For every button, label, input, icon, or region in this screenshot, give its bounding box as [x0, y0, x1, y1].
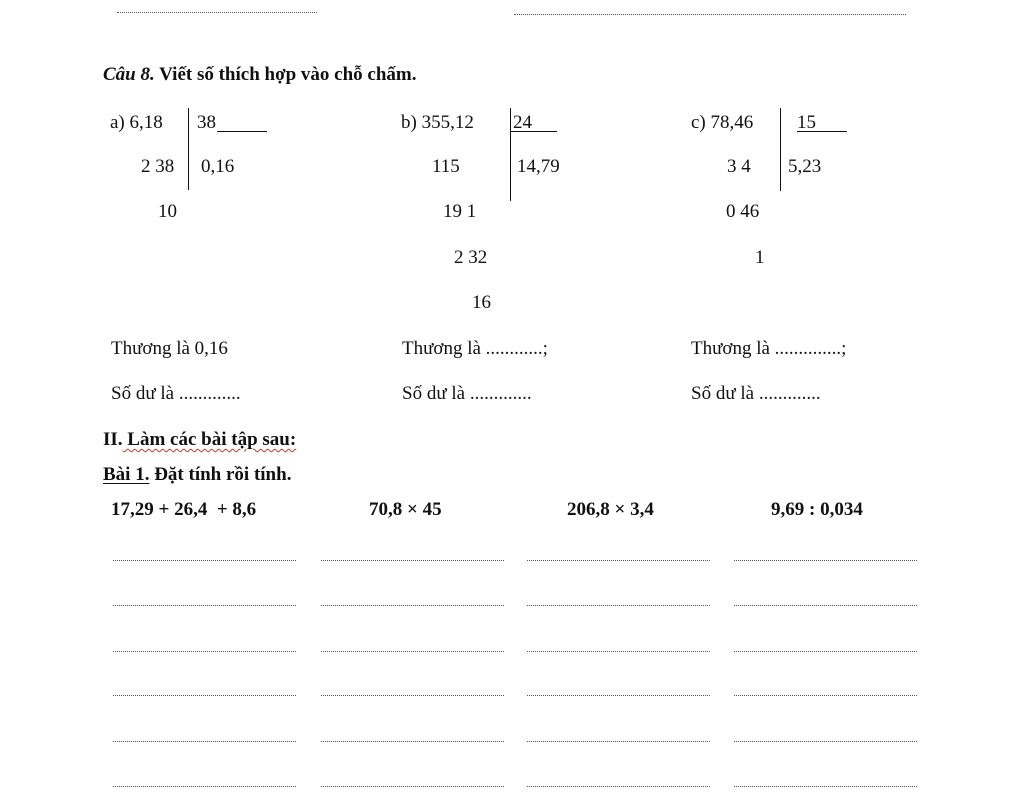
division-b-step: 115 [432, 156, 460, 177]
working-dotted-line [734, 605, 917, 606]
division-a-dividend: a) 6,18 [110, 112, 163, 133]
remainder-c: Số dư là ............. [691, 383, 821, 404]
answer-dotted-line [117, 12, 317, 13]
division-c-dividend: c) 78,46 [691, 112, 754, 133]
division-a-bar [188, 108, 189, 190]
working-dotted-line [527, 786, 710, 787]
working-dotted-line [321, 695, 504, 696]
division-b-step: 2 32 [454, 247, 488, 268]
exercise-1-text: Đặt tính rồi tính. [149, 464, 292, 485]
expression-4: 9,69 : 0,034 [771, 499, 863, 520]
division-c-bar [780, 108, 781, 191]
working-dotted-line [113, 605, 296, 606]
working-dotted-line [734, 695, 917, 696]
remainder-a: Số dư là ............. [111, 383, 241, 404]
quotient-b: Thương là ............; [402, 338, 548, 359]
section-2-roman: II. [103, 429, 123, 450]
working-dotted-line [321, 651, 504, 652]
division-b-bar [510, 108, 511, 201]
remainder-b: Số dư là ............. [402, 383, 532, 404]
division-b-dividend: b) 355,12 [401, 112, 474, 133]
working-dotted-line [321, 741, 504, 742]
division-a-quotient: 0,16 [201, 156, 235, 177]
division-a-underline [217, 131, 267, 132]
division-a-remainder: 10 [158, 201, 177, 222]
working-dotted-line [113, 741, 296, 742]
division-b-step: 19 1 [443, 201, 477, 222]
working-dotted-line [113, 695, 296, 696]
working-dotted-line [527, 741, 710, 742]
division-a-step: 2 38 [141, 156, 175, 177]
division-b-underline [511, 131, 557, 132]
working-dotted-line [527, 560, 710, 561]
working-dotted-line [734, 651, 917, 652]
working-dotted-line [321, 605, 504, 606]
working-dotted-line [734, 786, 917, 787]
answer-dotted-line [514, 14, 906, 15]
expression-1: 17,29 + 26,4 + 8,6 [111, 499, 257, 520]
quotient-c: Thương là ..............; [691, 338, 847, 359]
working-dotted-line [734, 741, 917, 742]
working-dotted-line [527, 695, 710, 696]
division-c-remainder: 1 [755, 247, 765, 268]
division-b-quotient: 14,79 [517, 156, 560, 177]
division-c-underline [797, 131, 847, 132]
division-c-quotient: 5,23 [788, 156, 822, 177]
question-8-text: Viết số thích hợp vào chỗ chấm. [154, 64, 417, 85]
division-c-divisor: 15 [797, 112, 816, 133]
section-2-title: Làm các bài tập sau: [122, 429, 297, 450]
division-b-divisor: 24 [513, 112, 532, 133]
quotient-a: Thương là 0,16 [111, 338, 228, 359]
working-dotted-line [527, 605, 710, 606]
division-b-remainder: 16 [472, 292, 491, 313]
exercise-1-label: Bài 1. [103, 464, 150, 485]
working-dotted-line [113, 651, 296, 652]
working-dotted-line [113, 786, 296, 787]
expression-3: 206,8 × 3,4 [567, 499, 654, 520]
working-dotted-line [321, 560, 504, 561]
working-dotted-line [321, 786, 504, 787]
division-c-step: 0 46 [726, 201, 760, 222]
working-dotted-line [527, 651, 710, 652]
exercise-1-heading [103, 465, 291, 484]
question-8-heading [103, 65, 417, 84]
section-2-heading [103, 430, 296, 449]
expression-2: 70,8 × 45 [369, 499, 442, 520]
working-dotted-line [113, 560, 296, 561]
division-c-step: 3 4 [727, 156, 751, 177]
working-dotted-line [734, 560, 917, 561]
question-8-label: Câu 8. [103, 64, 155, 85]
division-a-divisor: 38 [197, 112, 216, 133]
